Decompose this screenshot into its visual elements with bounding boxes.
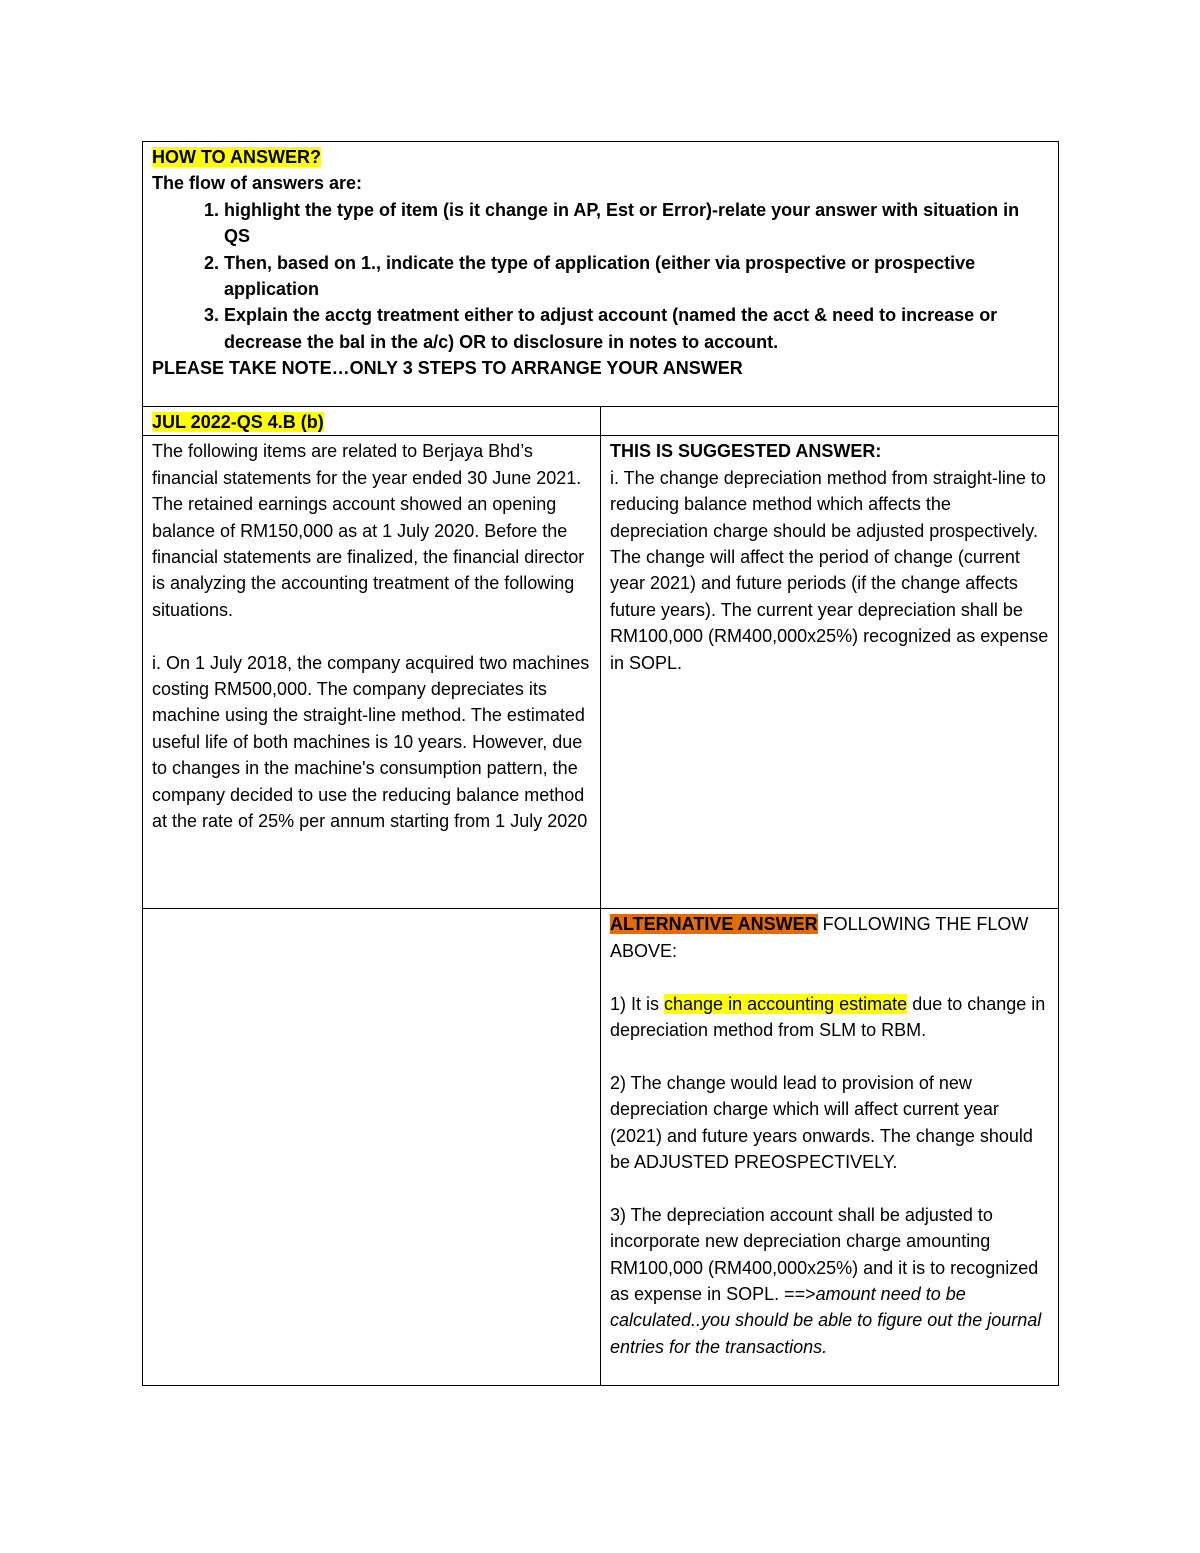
step-item: 2. Then, based on 1., indicate the type of application (either via prospective or prospective application — [224, 250, 1050, 303]
answer-table — [142, 141, 1059, 1386]
step-item: 3. Explain the acctg treatment either to adjust account (named the acct & need to increase or decrease the bal in the a/c) OR to disclosure in notes to account. — [224, 302, 1050, 355]
how-to-heading-line — [152, 144, 1050, 170]
question-answer-row — [143, 436, 1059, 909]
question-cell — [143, 436, 601, 909]
suggested-answer-cell — [601, 436, 1059, 909]
suggested-heading: THIS IS SUGGESTED ANSWER: — [610, 441, 882, 462]
how-to-answer-cell — [143, 142, 1059, 407]
alt-point-3-italic: amount need to be calculated..you should be able to figure out the journal entries for the transactions. — [610, 1284, 1042, 1357]
alt-point-3 — [610, 1202, 1050, 1360]
question-item: i. On 1 July 2018, the company acquired two machines costing RM500,000. The company depreciates its machine using the straight-line method. The estimated useful life of both machines is 10 years. However, due to changes in the machine's consumption pattern, the company decided to use the reducing balance method at the rate of 25% per annum starting from 1 July 2020 — [152, 652, 590, 832]
empty-header-cell — [601, 407, 1059, 436]
alternative-heading — [610, 911, 1050, 964]
alt-point-1-pre: 1) It is — [610, 993, 665, 1014]
alt-point-1-post: due to change in depreciation method from SLM to RBM. — [610, 993, 1046, 1041]
question-intro: The following items are related to Berjaya Bhd’s financial statements for the year ended 30 June 2021. The retained earnings account showed an opening balance of RM150,000 as at 1 July 2020. Before the financial statements are finalized, the financial director is analyzing the accounting treatment of the following situations. — [152, 441, 585, 620]
how-to-note: PLEASE TAKE NOTE…ONLY 3 STEPS TO ARRANGE YOUR ANSWER — [152, 358, 743, 379]
alt-point-3-pre: 3) The depreciation account shall be adjusted to incorporate new depreciation charge amounting RM100,000 (RM400,000x25%) and it is to recognized as expense in SOPL. ==> — [610, 1204, 1039, 1305]
how-to-answer-row — [143, 142, 1059, 407]
alternative-row — [143, 909, 1059, 1386]
how-to-heading: HOW TO ANSWER? — [152, 147, 321, 167]
question-ref: JUL 2022-QS 4.B (b) — [152, 412, 324, 432]
empty-left-cell — [143, 909, 601, 1386]
alt-point-1-highlight: change in accounting estimate — [664, 993, 908, 1014]
alternative-answer-cell — [601, 909, 1059, 1386]
alternative-label-rest: FOLLOWING THE FLOW ABOVE: — [610, 914, 1029, 961]
question-ref-cell — [143, 407, 601, 436]
steps-list — [152, 197, 1050, 355]
question-ref-row — [143, 407, 1059, 436]
step-item: 1. highlight the type of item (is it change in AP, Est or Error)-relate your answer with situation in QS — [224, 197, 1050, 250]
how-to-intro: The flow of answers are: — [152, 173, 363, 194]
alt-point-1 — [610, 991, 1050, 1044]
alternative-label: ALTERNATIVE ANSWER — [610, 914, 818, 935]
suggested-text: i. The change depreciation method from straight-line to reducing balance method which affects the depreciation charge should be adjusted prospectively. The change will affect the period of change (current year 2021) and future periods (if the change affects future years). The current year depreciation shall be RM100,000 (RM400,000x25%) recognized as expense in SOPL. — [610, 467, 1049, 673]
alt-point-2: 2) The change would lead to provision of new depreciation charge which will affect current year (2021) and future years onwards. The change should be ADJUSTED PREOSPECTIVELY. — [610, 1072, 1033, 1173]
